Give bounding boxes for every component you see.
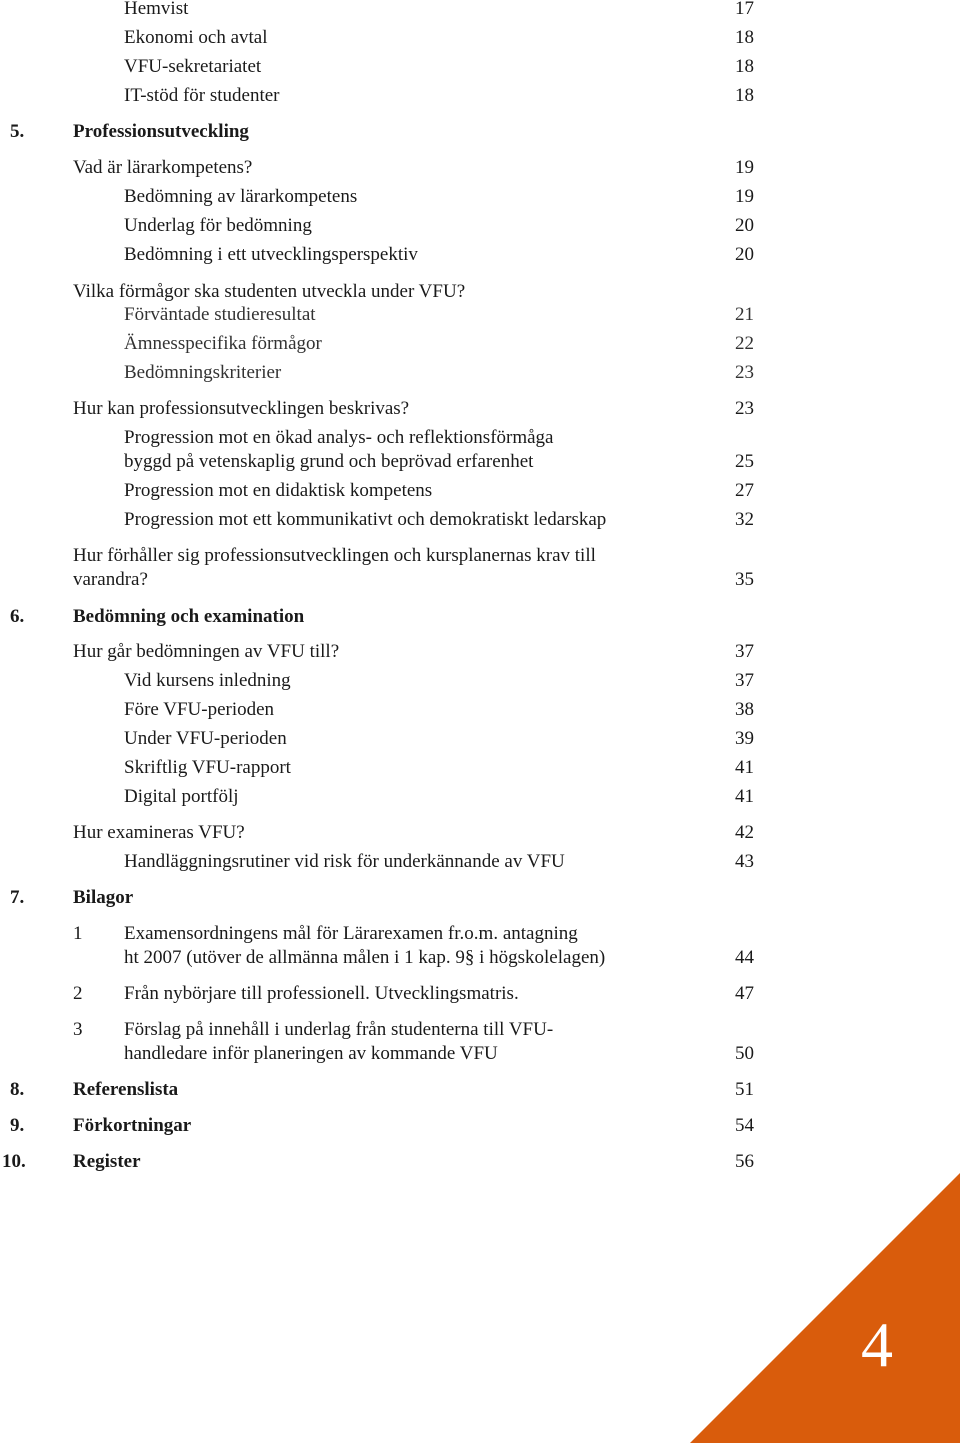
toc-entry-title: Bedömningskriterier [124, 362, 282, 383]
toc-entry-page: 27 [735, 480, 754, 501]
toc-entry-page: 32 [735, 509, 754, 530]
toc-entry-title: Ämnesspecifika förmågor [124, 333, 322, 354]
toc-section-number: 7. [10, 887, 25, 908]
toc-subheading-title: Hur går bedömningen av VFU till? [73, 641, 340, 662]
toc-section-title: Referenslista [73, 1079, 179, 1100]
toc-subheading-title-line2: varandra? [73, 569, 148, 590]
toc-entry-title-line1: Progression mot en ökad analys- och reflektionsförmåga [124, 427, 554, 448]
toc-appendix-number: 1 [73, 923, 83, 944]
toc-appendix-title-line1: Examensordningens mål för Lärarexamen fr.o.m. antagning [124, 923, 578, 944]
toc-subheading-page: 35 [735, 569, 754, 590]
toc-entry-page: 39 [735, 728, 754, 749]
toc-entry-page: 20 [735, 244, 754, 265]
toc-subheading-title: Hur examineras VFU? [73, 822, 245, 843]
toc-entry-title: Digital portfölj [124, 786, 239, 807]
toc-entry-title: Ekonomi och avtal [124, 27, 268, 48]
toc-subheading-title: Hur kan professionsutvecklingen beskrivas? [73, 398, 410, 419]
toc-section-title: Register [73, 1151, 141, 1172]
toc-entry-page: 37 [735, 670, 754, 691]
toc-entry-title: Vid kursens inledning [124, 670, 291, 691]
toc-subheading-page: 37 [735, 641, 754, 662]
toc-subheading-page: 42 [735, 822, 754, 843]
toc-entry-page: 41 [735, 786, 754, 807]
toc-entry-title: Bedömning i ett utvecklingsperspektiv [124, 244, 418, 265]
toc-section-number: 6. [10, 606, 25, 627]
toc-appendix-page: 50 [735, 1043, 754, 1064]
toc-appendix-page: 47 [735, 983, 754, 1004]
toc-subheading-title: Vilka förmågor ska studenten utveckla under VFU? [73, 281, 466, 302]
toc-entry-title: Före VFU-perioden [124, 699, 275, 720]
toc-section-number: 10. [2, 1151, 26, 1172]
page-corner-accent [690, 1173, 960, 1443]
toc-entry-page: 21 [735, 304, 754, 325]
toc-appendix-title-line2: handledare inför planeringen av kommande VFU [124, 1043, 498, 1064]
toc-section-page: 56 [735, 1151, 754, 1172]
toc-entry-title-line2: byggd på vetenskaplig grund och beprövad erfarenhet [124, 451, 534, 472]
toc-section-number: 8. [10, 1079, 25, 1100]
toc-entry-page: 22 [735, 333, 754, 354]
toc-entry-title: Bedömning av lärarkompetens [124, 186, 358, 207]
toc-entry-page: 18 [735, 27, 754, 48]
toc-entry-title: VFU-sekretariatet [124, 56, 262, 77]
toc-section-number: 9. [10, 1115, 25, 1136]
toc-section-title: Bilagor [73, 887, 134, 908]
toc-entry-page: 19 [735, 186, 754, 207]
toc-subheading-title-line1: Hur förhåller sig professionsutvecklingen och kursplanernas krav till [73, 545, 596, 566]
toc-entry-title: Handläggningsrutiner vid risk för underkännande av VFU [124, 851, 565, 872]
toc-entry-page: 43 [735, 851, 754, 872]
page-number: 4 [861, 1309, 893, 1380]
toc-subheading-page: 23 [735, 398, 754, 419]
toc-entry-title: Progression mot en didaktisk kompetens [124, 480, 433, 501]
toc-appendix-title-line1: Förslag på innehåll i underlag från studenterna till VFU- [124, 1019, 554, 1040]
toc-entry-page: 20 [735, 215, 754, 236]
toc-section-page: 51 [735, 1079, 754, 1100]
toc-entry-title: Underlag för bedömning [124, 215, 312, 236]
toc-appendix-page: 44 [735, 947, 754, 968]
toc-entry-page: 25 [735, 451, 754, 472]
toc-entry-page: 18 [735, 85, 754, 106]
toc-entry-page: 23 [735, 362, 754, 383]
toc-entry-title: Förväntade studieresultat [124, 304, 316, 325]
toc-section-number: 5. [10, 121, 25, 142]
toc-entry-page: 18 [735, 56, 754, 77]
toc-entry-title: Under VFU-perioden [124, 728, 287, 749]
toc-entry-page: 17 [735, 0, 754, 19]
toc-entry-title: Hemvist [124, 0, 189, 19]
toc-entry-title: Skriftlig VFU-rapport [124, 757, 291, 778]
toc-entry-page: 38 [735, 699, 754, 720]
toc-appendix-title: Från nybörjare till professionell. Utvecklingsmatris. [124, 983, 519, 1004]
toc-appendix-number: 3 [73, 1019, 83, 1040]
toc-section-title: Förkortningar [73, 1115, 192, 1136]
toc-appendix-title-line2: ht 2007 (utöver de allmänna målen i 1 kap. 9§ i högskolelagen) [124, 947, 606, 968]
toc-entry-title: Progression mot ett kommunikativt och demokratiskt ledarskap [124, 509, 607, 530]
toc-section-title: Professionsutveckling [73, 121, 249, 142]
toc-entry-page: 41 [735, 757, 754, 778]
toc-appendix-number: 2 [73, 983, 83, 1004]
toc-section-page: 54 [735, 1115, 754, 1136]
toc-subheading-page: 19 [735, 157, 754, 178]
toc-entry-title: IT-stöd för studenter [124, 85, 280, 106]
toc-section-title: Bedömning och examination [73, 606, 305, 627]
toc-subheading-title: Vad är lärarkompetens? [73, 157, 253, 178]
